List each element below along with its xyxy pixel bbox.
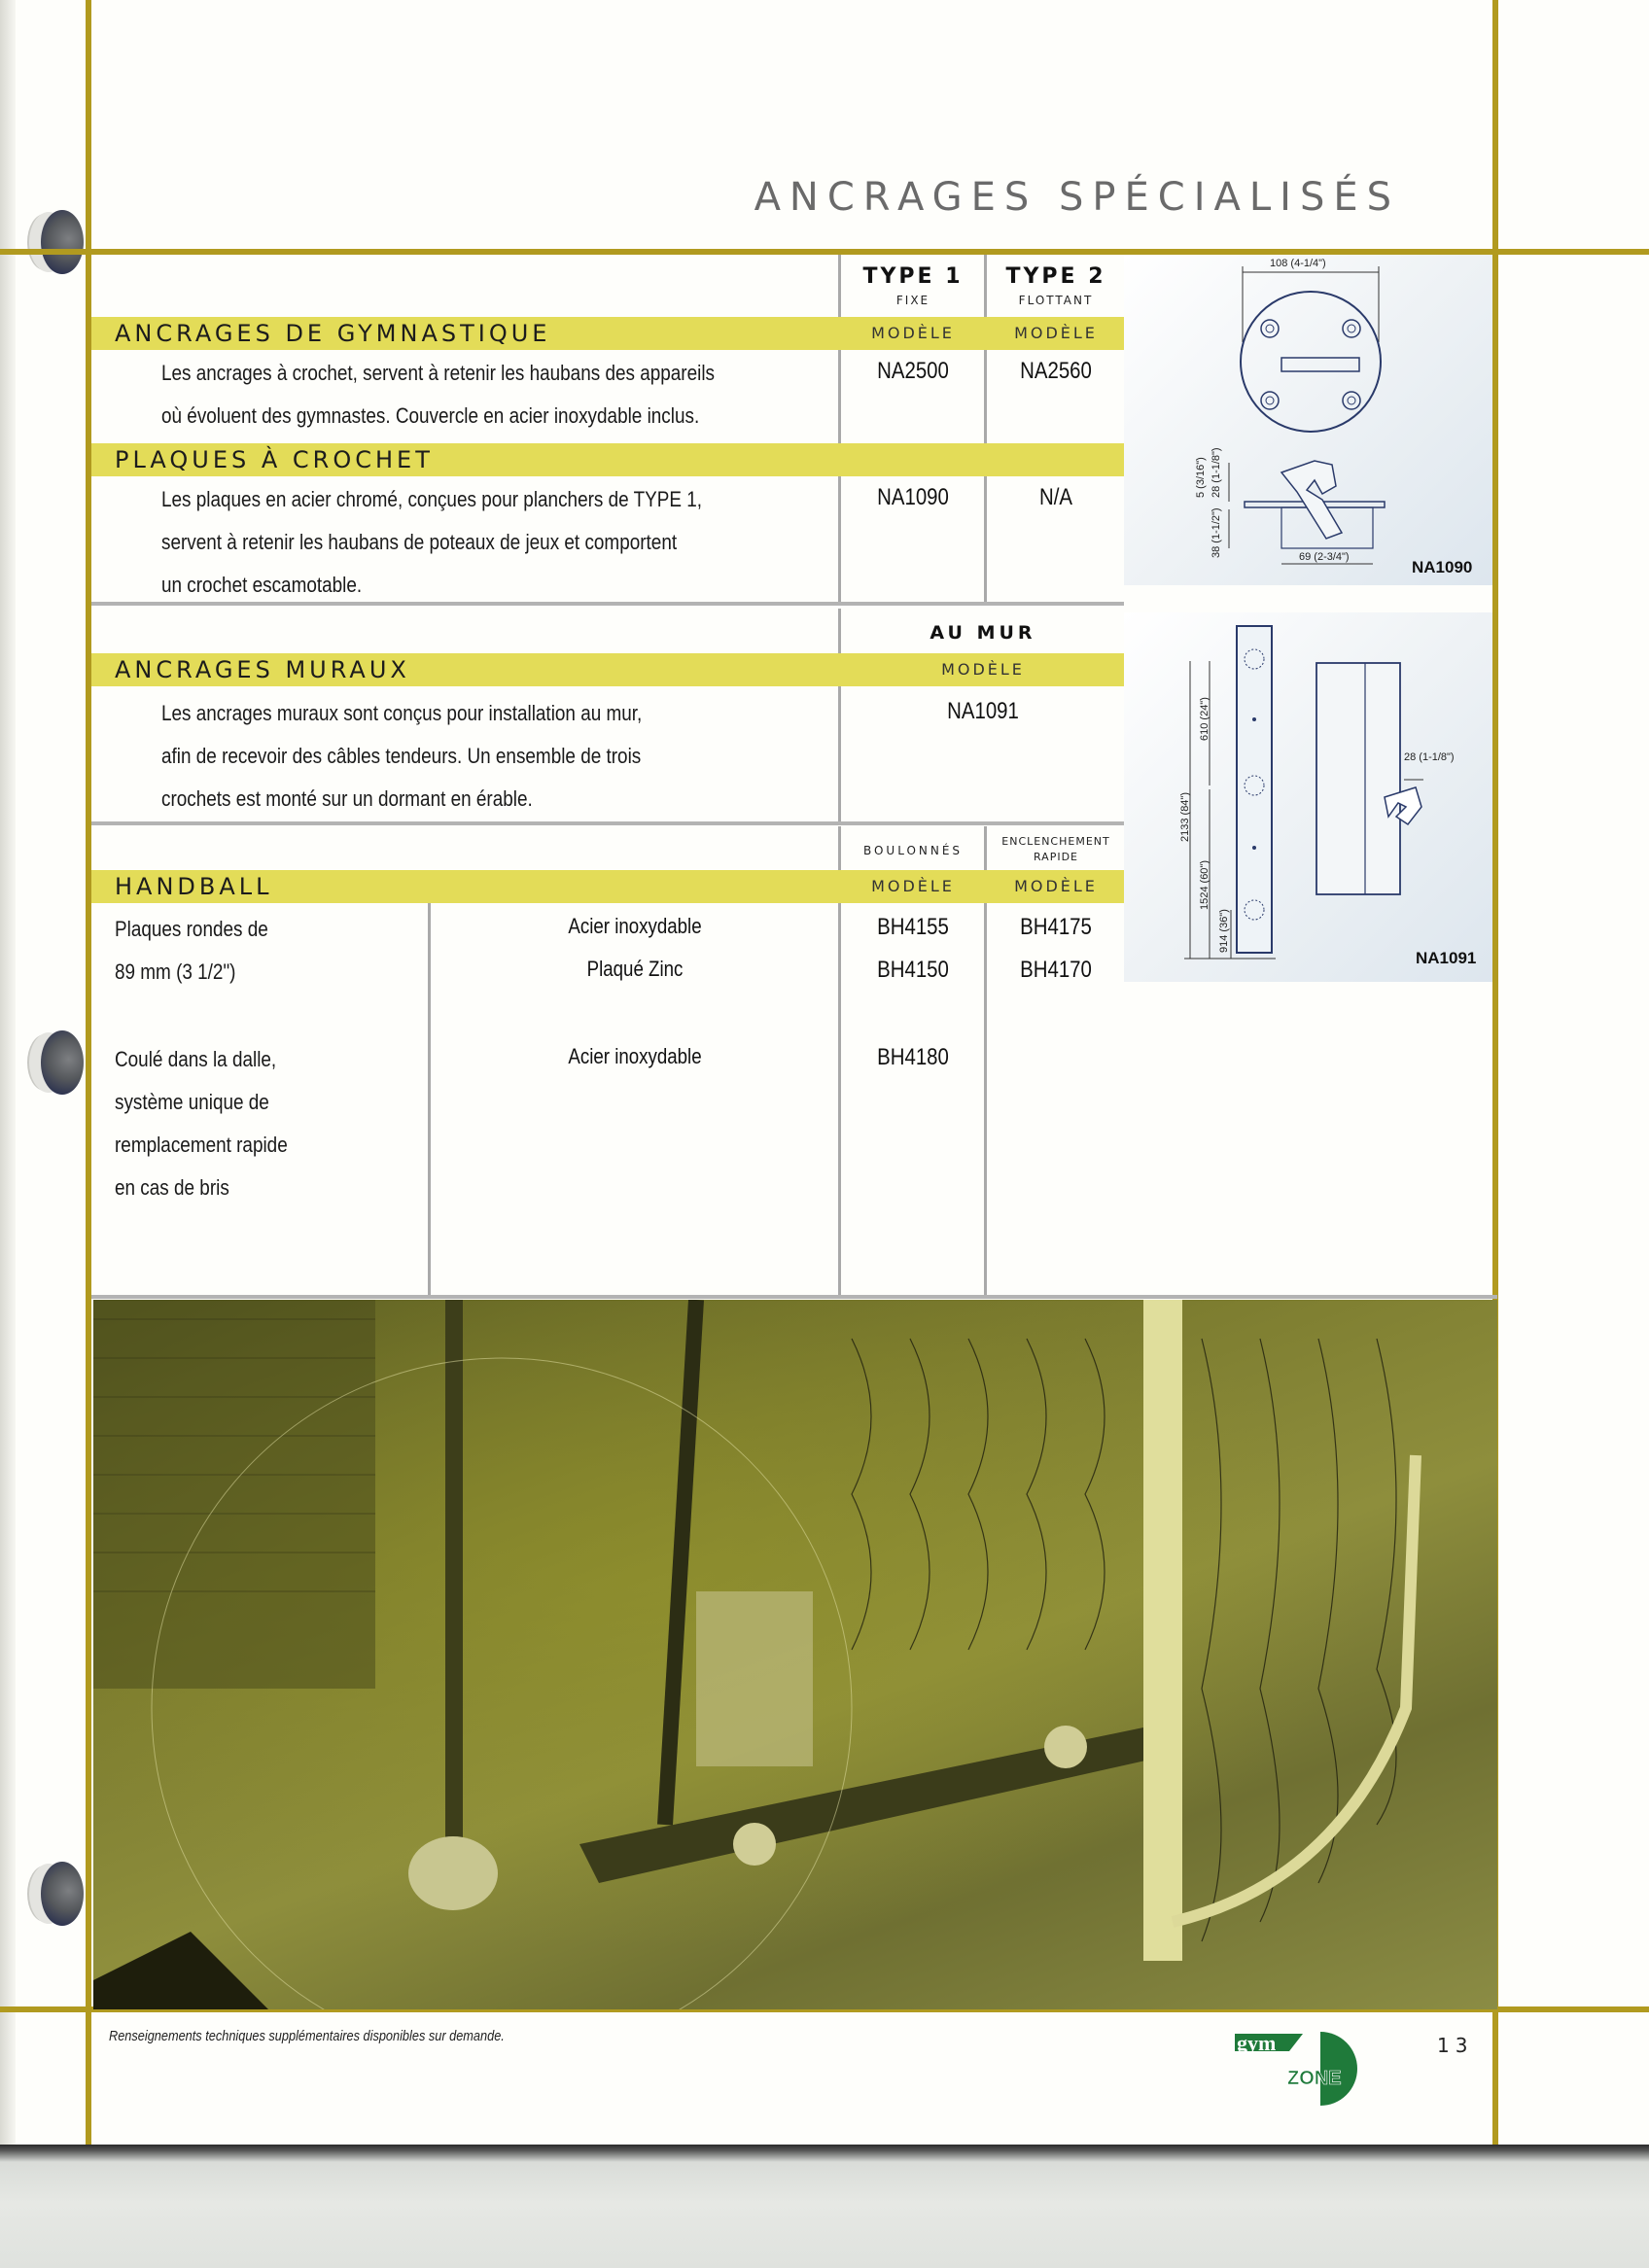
binder-hole [41,1862,84,1926]
section-title-gymnastics: ANCRAGES DE GYMNASTIQUE [115,320,551,347]
description-line: système unique de [115,1090,269,1114]
description-line: Coulé dans la dalle, [115,1047,277,1071]
model-label: MODÈLE [941,660,1025,679]
model-number: BH4180 [877,1044,949,1070]
description [161,352,715,437]
description-line: un crochet escamotable. [161,573,363,597]
model-number: NA1090 [877,484,949,510]
scan-edge-shadow [0,0,16,2145]
section-divider [91,1295,1497,1299]
bolted-heading: BOULONNÉS [862,844,964,857]
model-number: BH4155 [877,914,949,940]
dim-label: 28 (1-1/8") [1404,751,1455,763]
description-line: Les plaques en acier chromé, conçues pour planchers de TYPE 1, [161,487,703,511]
page-number: 13 [1437,2034,1474,2057]
model-label: MODÈLE [1014,324,1098,342]
dim-label: 69 (2-3/4") [1299,551,1350,563]
description-line: 89 mm (3 1/2") [115,960,236,984]
dim-label: 610 (24") [1199,697,1210,741]
section-title-handball: HANDBALL [115,873,273,900]
material: Plaqué Zinc [586,957,684,981]
dim-label: 1524 (60") [1199,860,1210,910]
dim-label: 2133 (84") [1179,792,1191,842]
photo-illustration [93,1300,1497,2009]
binder-hole [41,210,84,274]
logo-text-zone: ZONE [1287,2068,1342,2089]
gymzone-logo-mark [1235,2030,1390,2108]
description [161,692,642,820]
product-photo [93,1300,1497,2009]
description-line: remplacement rapide [115,1133,288,1157]
description [115,1038,288,1209]
description-line: Plaques rondes de [115,917,268,941]
column-divider [838,609,841,822]
diagram-na1091 [1124,612,1492,982]
hook-plate-drawing [1124,255,1492,585]
description-line: Les ancrages muraux sont conçus pour installation au mur, [161,701,643,725]
column-divider [984,255,987,605]
model-number: NA1091 [947,698,1019,724]
model-number: BH4170 [1020,957,1092,983]
diagram-label: NA1091 [1416,949,1477,967]
description-line: où évoluent des gymnastes. Couvercle en acier inoxydable inclus. [161,403,700,428]
heading-line: ENCLENCHEMENT [1001,835,1110,848]
logo-text-gym: gym [1237,2031,1277,2055]
model-label: MODÈLE [871,324,955,342]
dim-label: 914 (36") [1218,909,1230,953]
wall-heading: AU MUR [930,622,1036,644]
column-divider [838,255,841,605]
wall-anchor-drawing [1124,612,1492,982]
description-line: afin de recevoir des câbles tendeurs. Un ensemble de trois [161,744,642,768]
type2-subheading: FLOTTANT [1018,294,1094,307]
quick-release-heading [988,834,1124,865]
model-number: BH4175 [1020,914,1092,940]
model-label: MODÈLE [871,877,955,895]
model-number: NA2560 [1020,358,1092,384]
model-number: NA2500 [877,358,949,384]
section-divider [91,821,1124,825]
model-label: MODÈLE [1014,877,1098,895]
dim-label: 5 (3/16") [1195,457,1207,498]
gymzone-logo [1235,2030,1390,2108]
model-number: N/A [1038,484,1072,510]
section-title-wall: ANCRAGES MURAUX [115,656,410,683]
type2-heading: TYPE 2 [1005,264,1106,289]
binder-hole [41,1030,84,1095]
material: Acier inoxydable [568,914,702,938]
footer-note: Renseignements techniques supplémentaires disponibles sur demande. [109,2028,505,2044]
description-line: crochets est monté sur un dormant en érable. [161,786,533,811]
description [115,908,268,994]
scan-background [0,2145,1649,2268]
diagram-na1090 [1124,255,1492,585]
type1-subheading: FIXE [895,294,930,307]
description [161,478,702,607]
dim-label: 108 (4-1/4") [1270,258,1326,269]
description-line: Les ancrages à crochet, servent à retenir les haubans des appareils [161,361,715,385]
dim-label: 38 (1-1/2") [1210,507,1222,558]
description-line: en cas de bris [115,1175,229,1200]
type1-heading: TYPE 1 [862,264,964,289]
material: Acier inoxydable [568,1044,702,1068]
dim-label: 28 (1-1/8") [1210,447,1222,498]
description-line: servent à retenir les haubans de poteaux de jeux et comportent [161,530,678,554]
page-title: ANCRAGES SPÉCIALISÉS [754,175,1400,220]
heading-line: RAPIDE [1033,851,1079,863]
diagram-label: NA1090 [1412,558,1473,576]
model-number: BH4150 [877,957,949,983]
section-title-hook-plates: PLAQUES À CROCHET [115,446,434,473]
column-divider [428,870,431,1298]
